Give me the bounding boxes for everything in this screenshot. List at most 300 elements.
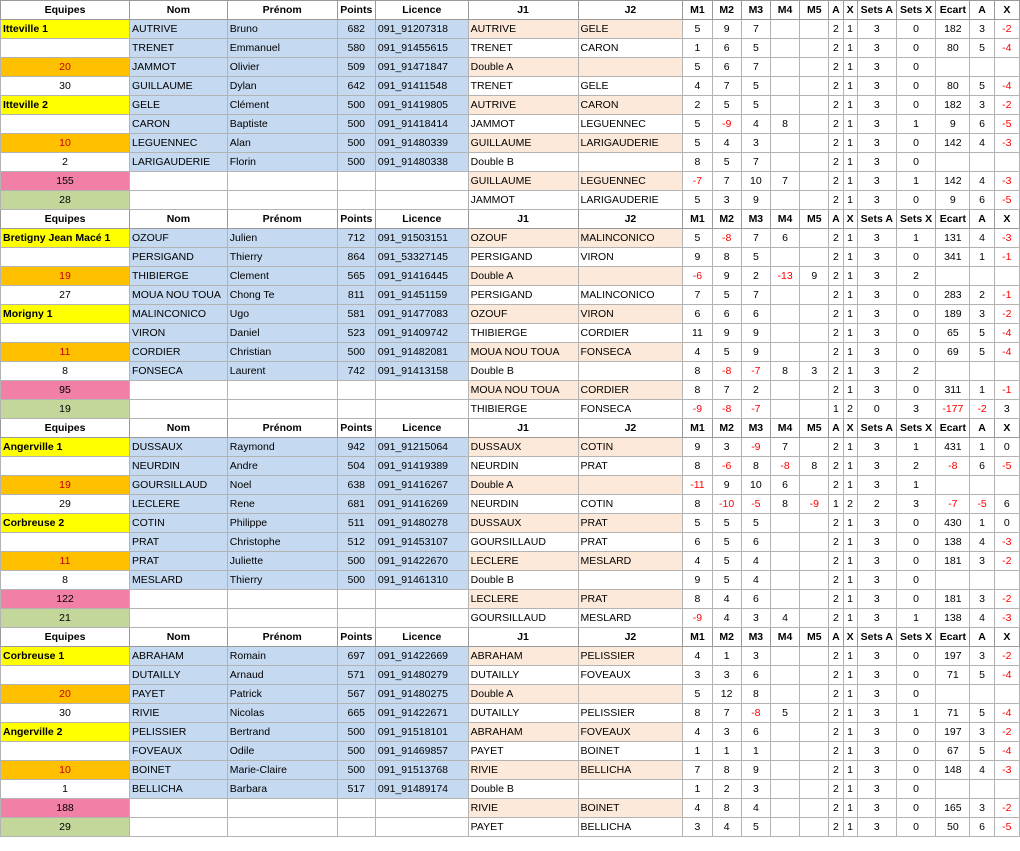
m4-cell[interactable] bbox=[770, 761, 799, 780]
points-cell[interactable] bbox=[337, 400, 375, 419]
result-x-cell[interactable]: -1 bbox=[994, 381, 1019, 400]
m1-cell[interactable]: 7 bbox=[683, 761, 712, 780]
x-cell[interactable]: 1 bbox=[843, 685, 857, 704]
result-a-cell[interactable]: -2 bbox=[970, 400, 994, 419]
equipe-cell[interactable]: Angerville 2 bbox=[1, 723, 130, 742]
prenom-cell[interactable]: Patrick bbox=[227, 685, 337, 704]
prenom-cell[interactable]: Barbara bbox=[227, 780, 337, 799]
m1-cell[interactable]: 7 bbox=[683, 286, 712, 305]
a-cell[interactable]: 2 bbox=[829, 590, 843, 609]
result-x-cell[interactable]: -5 bbox=[994, 457, 1019, 476]
header-result-x[interactable]: X bbox=[994, 1, 1019, 20]
nom-cell[interactable]: DUTAILLY bbox=[130, 666, 228, 685]
m4-cell[interactable] bbox=[770, 248, 799, 267]
x-cell[interactable]: 1 bbox=[843, 799, 857, 818]
sets-x-cell[interactable]: 0 bbox=[896, 647, 935, 666]
prenom-cell[interactable]: Laurent bbox=[227, 362, 337, 381]
ecart-cell[interactable]: 181 bbox=[936, 590, 970, 609]
a-cell[interactable]: 2 bbox=[829, 248, 843, 267]
j1-cell[interactable]: TRENET bbox=[468, 39, 578, 58]
points-cell[interactable]: 523 bbox=[337, 324, 375, 343]
equipe-cell[interactable] bbox=[1, 39, 130, 58]
m4-cell[interactable] bbox=[770, 286, 799, 305]
a-cell[interactable]: 2 bbox=[829, 286, 843, 305]
prenom-cell[interactable]: Bertrand bbox=[227, 723, 337, 742]
m3-cell[interactable]: 3 bbox=[741, 134, 770, 153]
m4-cell[interactable]: 8 bbox=[770, 362, 799, 381]
result-x-cell[interactable]: -4 bbox=[994, 704, 1019, 723]
equipe-cell[interactable]: Morigny 1 bbox=[1, 305, 130, 324]
m2-cell[interactable]: 9 bbox=[712, 324, 741, 343]
licence-cell[interactable]: 091_91480279 bbox=[375, 666, 468, 685]
header-sets-a[interactable]: Sets A bbox=[857, 628, 896, 647]
points-cell[interactable]: 500 bbox=[337, 134, 375, 153]
m2-cell[interactable]: -8 bbox=[712, 362, 741, 381]
sets-x-cell[interactable]: 1 bbox=[896, 609, 935, 628]
j1-cell[interactable]: Double B bbox=[468, 780, 578, 799]
m5-cell[interactable] bbox=[800, 514, 829, 533]
points-cell[interactable]: 665 bbox=[337, 704, 375, 723]
m2-cell[interactable]: 3 bbox=[712, 438, 741, 457]
equipe-cell[interactable]: Bretigny Jean Macé 1 bbox=[1, 229, 130, 248]
m2-cell[interactable]: -8 bbox=[712, 229, 741, 248]
header-licence[interactable]: Licence bbox=[375, 628, 468, 647]
m4-cell[interactable] bbox=[770, 514, 799, 533]
points-cell[interactable]: 638 bbox=[337, 476, 375, 495]
equipe-cell[interactable] bbox=[1, 666, 130, 685]
sets-a-cell[interactable]: 3 bbox=[857, 134, 896, 153]
a-cell[interactable]: 2 bbox=[829, 229, 843, 248]
m2-cell[interactable]: -6 bbox=[712, 457, 741, 476]
m5-cell[interactable] bbox=[800, 286, 829, 305]
m4-cell[interactable] bbox=[770, 723, 799, 742]
m3-cell[interactable]: 7 bbox=[741, 20, 770, 39]
result-a-cell[interactable] bbox=[970, 685, 994, 704]
m5-cell[interactable] bbox=[800, 172, 829, 191]
header-m5[interactable]: M5 bbox=[800, 1, 829, 20]
points-cell[interactable] bbox=[337, 172, 375, 191]
m1-cell[interactable]: 8 bbox=[683, 590, 712, 609]
j1-cell[interactable]: NEURDIN bbox=[468, 495, 578, 514]
sets-a-cell[interactable]: 3 bbox=[857, 115, 896, 134]
header-ecart[interactable]: Ecart bbox=[936, 419, 970, 438]
j2-cell[interactable]: FOVEAUX bbox=[578, 666, 683, 685]
result-a-cell[interactable]: 1 bbox=[970, 381, 994, 400]
j1-cell[interactable]: OZOUF bbox=[468, 305, 578, 324]
m3-cell[interactable]: 9 bbox=[741, 343, 770, 362]
j2-cell[interactable]: LARIGAUDERIE bbox=[578, 191, 683, 210]
nom-cell[interactable]: PRAT bbox=[130, 552, 228, 571]
prenom-cell[interactable]: Bruno bbox=[227, 20, 337, 39]
m1-cell[interactable]: -11 bbox=[683, 476, 712, 495]
a-cell[interactable]: 2 bbox=[829, 153, 843, 172]
m4-cell[interactable] bbox=[770, 191, 799, 210]
ecart-cell[interactable]: 189 bbox=[936, 305, 970, 324]
j2-cell[interactable]: FOVEAUX bbox=[578, 723, 683, 742]
result-a-cell[interactable]: 4 bbox=[970, 172, 994, 191]
x-cell[interactable]: 1 bbox=[843, 780, 857, 799]
nom-cell[interactable]: JAMMOT bbox=[130, 58, 228, 77]
header-a[interactable]: A bbox=[829, 210, 843, 229]
a-cell[interactable]: 1 bbox=[829, 495, 843, 514]
prenom-cell[interactable]: Ugo bbox=[227, 305, 337, 324]
ecart-cell[interactable]: 431 bbox=[936, 438, 970, 457]
licence-cell[interactable]: 091_91480278 bbox=[375, 514, 468, 533]
equipe-cell[interactable]: 155 bbox=[1, 172, 130, 191]
m1-cell[interactable]: 5 bbox=[683, 229, 712, 248]
header-a[interactable]: A bbox=[829, 628, 843, 647]
m3-cell[interactable]: 5 bbox=[741, 96, 770, 115]
header-nom[interactable]: Nom bbox=[130, 628, 228, 647]
prenom-cell[interactable]: Christophe bbox=[227, 533, 337, 552]
m3-cell[interactable]: 10 bbox=[741, 172, 770, 191]
header-equipes[interactable]: Equipes bbox=[1, 1, 130, 20]
equipe-cell[interactable]: 30 bbox=[1, 704, 130, 723]
j1-cell[interactable]: THIBIERGE bbox=[468, 324, 578, 343]
j2-cell[interactable] bbox=[578, 476, 683, 495]
j2-cell[interactable]: VIRON bbox=[578, 305, 683, 324]
m3-cell[interactable]: 6 bbox=[741, 590, 770, 609]
equipe-cell[interactable] bbox=[1, 533, 130, 552]
m4-cell[interactable]: 6 bbox=[770, 476, 799, 495]
result-a-cell[interactable]: 6 bbox=[970, 115, 994, 134]
sets-x-cell[interactable]: 1 bbox=[896, 229, 935, 248]
m2-cell[interactable]: 5 bbox=[712, 343, 741, 362]
header-m1[interactable]: M1 bbox=[683, 210, 712, 229]
header-x[interactable]: X bbox=[843, 1, 857, 20]
prenom-cell[interactable]: Chong Te bbox=[227, 286, 337, 305]
result-x-cell[interactable]: -4 bbox=[994, 324, 1019, 343]
licence-cell[interactable]: 091_53327145 bbox=[375, 248, 468, 267]
result-x-cell[interactable]: 0 bbox=[994, 438, 1019, 457]
m2-cell[interactable]: 7 bbox=[712, 172, 741, 191]
result-x-cell[interactable] bbox=[994, 267, 1019, 286]
header-result-x[interactable]: X bbox=[994, 628, 1019, 647]
x-cell[interactable]: 1 bbox=[843, 476, 857, 495]
m3-cell[interactable]: 1 bbox=[741, 742, 770, 761]
nom-cell[interactable]: ABRAHAM bbox=[130, 647, 228, 666]
header-j2[interactable]: J2 bbox=[578, 1, 683, 20]
m3-cell[interactable]: 8 bbox=[741, 457, 770, 476]
m4-cell[interactable] bbox=[770, 647, 799, 666]
j2-cell[interactable]: MALINCONICO bbox=[578, 229, 683, 248]
result-x-cell[interactable]: -5 bbox=[994, 191, 1019, 210]
result-a-cell[interactable]: 1 bbox=[970, 514, 994, 533]
result-x-cell[interactable]: -3 bbox=[994, 134, 1019, 153]
j2-cell[interactable] bbox=[578, 571, 683, 590]
sets-x-cell[interactable]: 1 bbox=[896, 438, 935, 457]
nom-cell[interactable]: GOURSILLAUD bbox=[130, 476, 228, 495]
a-cell[interactable]: 2 bbox=[829, 96, 843, 115]
licence-cell[interactable] bbox=[375, 381, 468, 400]
ecart-cell[interactable]: 311 bbox=[936, 381, 970, 400]
equipe-cell[interactable]: 8 bbox=[1, 571, 130, 590]
m2-cell[interactable]: 5 bbox=[712, 552, 741, 571]
header-sets-x[interactable]: Sets X bbox=[896, 210, 935, 229]
result-x-cell[interactable]: -4 bbox=[994, 39, 1019, 58]
prenom-cell[interactable]: Raymond bbox=[227, 438, 337, 457]
x-cell[interactable]: 1 bbox=[843, 381, 857, 400]
m5-cell[interactable] bbox=[800, 799, 829, 818]
points-cell[interactable]: 697 bbox=[337, 647, 375, 666]
nom-cell[interactable]: PERSIGAND bbox=[130, 248, 228, 267]
equipe-cell[interactable]: 20 bbox=[1, 685, 130, 704]
points-cell[interactable]: 682 bbox=[337, 20, 375, 39]
licence-cell[interactable]: 091_91480339 bbox=[375, 134, 468, 153]
ecart-cell[interactable]: 197 bbox=[936, 647, 970, 666]
m1-cell[interactable]: 8 bbox=[683, 457, 712, 476]
equipe-cell[interactable]: 27 bbox=[1, 286, 130, 305]
j2-cell[interactable] bbox=[578, 685, 683, 704]
sets-x-cell[interactable]: 1 bbox=[896, 704, 935, 723]
licence-cell[interactable]: 091_91469857 bbox=[375, 742, 468, 761]
a-cell[interactable]: 2 bbox=[829, 438, 843, 457]
j2-cell[interactable]: PRAT bbox=[578, 590, 683, 609]
x-cell[interactable]: 1 bbox=[843, 305, 857, 324]
header-m2[interactable]: M2 bbox=[712, 210, 741, 229]
m4-cell[interactable]: -13 bbox=[770, 267, 799, 286]
sets-a-cell[interactable]: 3 bbox=[857, 381, 896, 400]
header-m1[interactable]: M1 bbox=[683, 419, 712, 438]
header-points[interactable]: Points bbox=[337, 628, 375, 647]
points-cell[interactable] bbox=[337, 609, 375, 628]
j2-cell[interactable]: MESLARD bbox=[578, 609, 683, 628]
m1-cell[interactable]: 6 bbox=[683, 533, 712, 552]
sets-a-cell[interactable]: 3 bbox=[857, 647, 896, 666]
ecart-cell[interactable] bbox=[936, 58, 970, 77]
m3-cell[interactable]: 7 bbox=[741, 229, 770, 248]
m2-cell[interactable]: 5 bbox=[712, 514, 741, 533]
j1-cell[interactable]: MOUA NOU TOUA bbox=[468, 343, 578, 362]
ecart-cell[interactable]: 9 bbox=[936, 191, 970, 210]
prenom-cell[interactable]: Arnaud bbox=[227, 666, 337, 685]
header-m4[interactable]: M4 bbox=[770, 210, 799, 229]
a-cell[interactable]: 2 bbox=[829, 818, 843, 837]
m5-cell[interactable] bbox=[800, 191, 829, 210]
result-x-cell[interactable]: -1 bbox=[994, 248, 1019, 267]
m5-cell[interactable] bbox=[800, 343, 829, 362]
nom-cell[interactable] bbox=[130, 400, 228, 419]
sets-x-cell[interactable]: 2 bbox=[896, 362, 935, 381]
x-cell[interactable]: 1 bbox=[843, 229, 857, 248]
prenom-cell[interactable]: Thierry bbox=[227, 248, 337, 267]
ecart-cell[interactable]: 142 bbox=[936, 134, 970, 153]
header-result-a[interactable]: A bbox=[970, 628, 994, 647]
result-a-cell[interactable]: 3 bbox=[970, 305, 994, 324]
m3-cell[interactable]: 7 bbox=[741, 286, 770, 305]
j2-cell[interactable]: LEGUENNEC bbox=[578, 115, 683, 134]
m2-cell[interactable]: 6 bbox=[712, 39, 741, 58]
j2-cell[interactable] bbox=[578, 362, 683, 381]
m2-cell[interactable]: 7 bbox=[712, 77, 741, 96]
a-cell[interactable]: 2 bbox=[829, 666, 843, 685]
m1-cell[interactable]: 6 bbox=[683, 305, 712, 324]
ecart-cell[interactable]: 9 bbox=[936, 115, 970, 134]
points-cell[interactable]: 509 bbox=[337, 58, 375, 77]
m3-cell[interactable]: -8 bbox=[741, 704, 770, 723]
a-cell[interactable]: 2 bbox=[829, 457, 843, 476]
points-cell[interactable]: 500 bbox=[337, 115, 375, 134]
j2-cell[interactable]: LEGUENNEC bbox=[578, 172, 683, 191]
ecart-cell[interactable]: 283 bbox=[936, 286, 970, 305]
a-cell[interactable]: 2 bbox=[829, 742, 843, 761]
licence-cell[interactable]: 091_91503151 bbox=[375, 229, 468, 248]
x-cell[interactable]: 1 bbox=[843, 362, 857, 381]
licence-cell[interactable]: 091_91518101 bbox=[375, 723, 468, 742]
m5-cell[interactable] bbox=[800, 324, 829, 343]
prenom-cell[interactable]: Julien bbox=[227, 229, 337, 248]
x-cell[interactable]: 1 bbox=[843, 723, 857, 742]
sets-a-cell[interactable]: 3 bbox=[857, 742, 896, 761]
result-a-cell[interactable]: 4 bbox=[970, 134, 994, 153]
ecart-cell[interactable]: 148 bbox=[936, 761, 970, 780]
ecart-cell[interactable]: 142 bbox=[936, 172, 970, 191]
sets-a-cell[interactable]: 3 bbox=[857, 571, 896, 590]
result-a-cell[interactable]: 4 bbox=[970, 609, 994, 628]
ecart-cell[interactable]: 341 bbox=[936, 248, 970, 267]
header-equipes[interactable]: Equipes bbox=[1, 628, 130, 647]
result-x-cell[interactable]: -4 bbox=[994, 742, 1019, 761]
j1-cell[interactable]: JAMMOT bbox=[468, 115, 578, 134]
ecart-cell[interactable]: 138 bbox=[936, 609, 970, 628]
sets-a-cell[interactable]: 3 bbox=[857, 96, 896, 115]
header-points[interactable]: Points bbox=[337, 419, 375, 438]
nom-cell[interactable]: BOINET bbox=[130, 761, 228, 780]
m4-cell[interactable] bbox=[770, 343, 799, 362]
equipe-cell[interactable] bbox=[1, 742, 130, 761]
prenom-cell[interactable] bbox=[227, 172, 337, 191]
j1-cell[interactable]: PAYET bbox=[468, 818, 578, 837]
j2-cell[interactable]: MALINCONICO bbox=[578, 286, 683, 305]
nom-cell[interactable]: BELLICHA bbox=[130, 780, 228, 799]
j2-cell[interactable]: CORDIER bbox=[578, 381, 683, 400]
licence-cell[interactable]: 091_91422671 bbox=[375, 704, 468, 723]
ecart-cell[interactable]: 182 bbox=[936, 20, 970, 39]
nom-cell[interactable]: TRENET bbox=[130, 39, 228, 58]
j2-cell[interactable]: PELISSIER bbox=[578, 647, 683, 666]
prenom-cell[interactable]: Philippe bbox=[227, 514, 337, 533]
m2-cell[interactable]: 5 bbox=[712, 533, 741, 552]
header-m3[interactable]: M3 bbox=[741, 210, 770, 229]
result-a-cell[interactable]: 3 bbox=[970, 552, 994, 571]
prenom-cell[interactable]: Romain bbox=[227, 647, 337, 666]
j1-cell[interactable]: Double B bbox=[468, 153, 578, 172]
ecart-cell[interactable] bbox=[936, 153, 970, 172]
prenom-cell[interactable]: Christian bbox=[227, 343, 337, 362]
header-result-a[interactable]: A bbox=[970, 210, 994, 229]
header-m3[interactable]: M3 bbox=[741, 419, 770, 438]
sets-x-cell[interactable]: 2 bbox=[896, 267, 935, 286]
x-cell[interactable]: 1 bbox=[843, 191, 857, 210]
sets-a-cell[interactable]: 3 bbox=[857, 818, 896, 837]
j1-cell[interactable]: ABRAHAM bbox=[468, 647, 578, 666]
x-cell[interactable]: 1 bbox=[843, 590, 857, 609]
j1-cell[interactable]: PERSIGAND bbox=[468, 286, 578, 305]
m4-cell[interactable] bbox=[770, 799, 799, 818]
licence-cell[interactable] bbox=[375, 590, 468, 609]
licence-cell[interactable]: 091_91451159 bbox=[375, 286, 468, 305]
m5-cell[interactable] bbox=[800, 647, 829, 666]
sets-a-cell[interactable]: 3 bbox=[857, 514, 896, 533]
m4-cell[interactable]: 5 bbox=[770, 704, 799, 723]
sets-x-cell[interactable]: 0 bbox=[896, 799, 935, 818]
j1-cell[interactable]: Double B bbox=[468, 362, 578, 381]
sets-x-cell[interactable]: 0 bbox=[896, 723, 935, 742]
a-cell[interactable]: 2 bbox=[829, 533, 843, 552]
prenom-cell[interactable]: Clement bbox=[227, 267, 337, 286]
licence-cell[interactable] bbox=[375, 400, 468, 419]
m4-cell[interactable]: 4 bbox=[770, 609, 799, 628]
a-cell[interactable]: 2 bbox=[829, 609, 843, 628]
nom-cell[interactable]: LECLERE bbox=[130, 495, 228, 514]
result-x-cell[interactable]: -2 bbox=[994, 723, 1019, 742]
x-cell[interactable]: 1 bbox=[843, 761, 857, 780]
sets-x-cell[interactable]: 0 bbox=[896, 780, 935, 799]
licence-cell[interactable]: 091_91416269 bbox=[375, 495, 468, 514]
header-points[interactable]: Points bbox=[337, 210, 375, 229]
j2-cell[interactable]: MESLARD bbox=[578, 552, 683, 571]
ecart-cell[interactable]: 197 bbox=[936, 723, 970, 742]
m1-cell[interactable]: 5 bbox=[683, 58, 712, 77]
result-a-cell[interactable] bbox=[970, 571, 994, 590]
m1-cell[interactable]: 3 bbox=[683, 666, 712, 685]
licence-cell[interactable]: 091_91513768 bbox=[375, 761, 468, 780]
sets-x-cell[interactable]: 0 bbox=[896, 191, 935, 210]
nom-cell[interactable]: GELE bbox=[130, 96, 228, 115]
ecart-cell[interactable]: 182 bbox=[936, 96, 970, 115]
ecart-cell[interactable]: 71 bbox=[936, 666, 970, 685]
result-a-cell[interactable]: 5 bbox=[970, 324, 994, 343]
sets-a-cell[interactable]: 3 bbox=[857, 704, 896, 723]
header-ecart[interactable]: Ecart bbox=[936, 628, 970, 647]
m3-cell[interactable]: 5 bbox=[741, 248, 770, 267]
result-a-cell[interactable]: 3 bbox=[970, 96, 994, 115]
ecart-cell[interactable]: 165 bbox=[936, 799, 970, 818]
m3-cell[interactable]: -5 bbox=[741, 495, 770, 514]
sets-x-cell[interactable]: 0 bbox=[896, 58, 935, 77]
m1-cell[interactable]: -9 bbox=[683, 609, 712, 628]
a-cell[interactable]: 2 bbox=[829, 324, 843, 343]
equipe-cell[interactable] bbox=[1, 324, 130, 343]
prenom-cell[interactable] bbox=[227, 799, 337, 818]
points-cell[interactable]: 500 bbox=[337, 343, 375, 362]
nom-cell[interactable]: AUTRIVE bbox=[130, 20, 228, 39]
nom-cell[interactable]: GUILLAUME bbox=[130, 77, 228, 96]
result-a-cell[interactable] bbox=[970, 780, 994, 799]
m5-cell[interactable] bbox=[800, 381, 829, 400]
sets-x-cell[interactable]: 1 bbox=[896, 476, 935, 495]
prenom-cell[interactable]: Juliette bbox=[227, 552, 337, 571]
j2-cell[interactable] bbox=[578, 780, 683, 799]
header-m4[interactable]: M4 bbox=[770, 1, 799, 20]
points-cell[interactable]: 517 bbox=[337, 780, 375, 799]
header-j2[interactable]: J2 bbox=[578, 419, 683, 438]
m4-cell[interactable]: 6 bbox=[770, 229, 799, 248]
result-a-cell[interactable]: 3 bbox=[970, 20, 994, 39]
m2-cell[interactable]: 8 bbox=[712, 799, 741, 818]
m3-cell[interactable]: 4 bbox=[741, 799, 770, 818]
j1-cell[interactable]: MOUA NOU TOUA bbox=[468, 381, 578, 400]
j1-cell[interactable]: OZOUF bbox=[468, 229, 578, 248]
equipe-cell[interactable]: Corbreuse 1 bbox=[1, 647, 130, 666]
equipe-cell[interactable]: 11 bbox=[1, 552, 130, 571]
sets-x-cell[interactable]: 0 bbox=[896, 343, 935, 362]
result-x-cell[interactable]: 6 bbox=[994, 495, 1019, 514]
m2-cell[interactable]: 3 bbox=[712, 666, 741, 685]
m2-cell[interactable]: 9 bbox=[712, 20, 741, 39]
sets-x-cell[interactable]: 0 bbox=[896, 96, 935, 115]
j1-cell[interactable]: PAYET bbox=[468, 742, 578, 761]
